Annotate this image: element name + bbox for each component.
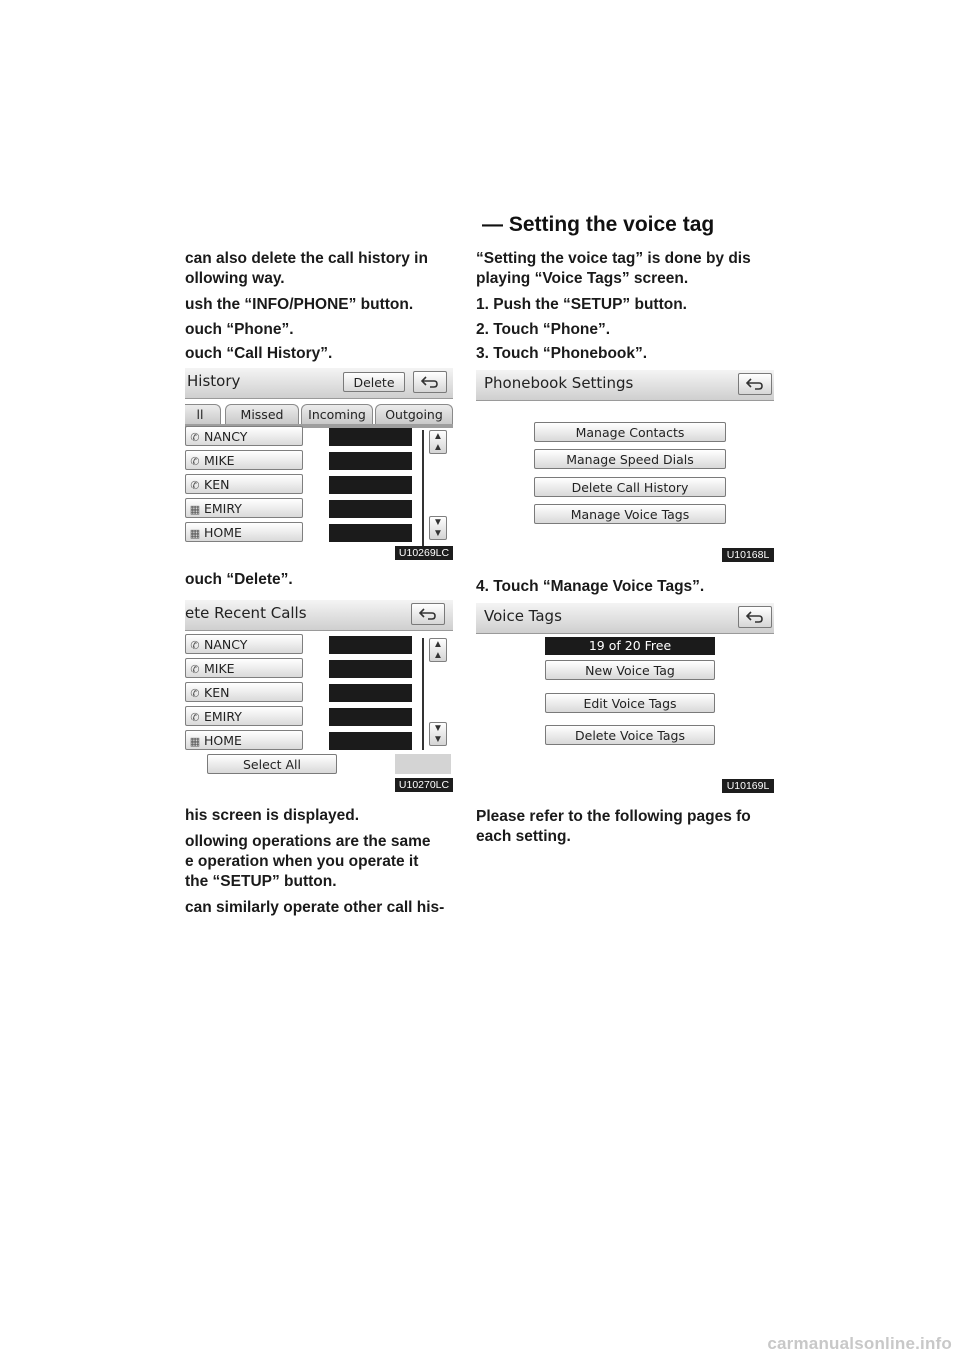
screen-title: Voice Tags — [484, 607, 562, 625]
scroll-track[interactable] — [422, 430, 424, 548]
voice-tags-screen — [476, 603, 774, 795]
tab-all[interactable]: ll — [185, 404, 221, 424]
new-voice-tag-button[interactable]: New Voice Tag — [545, 660, 715, 680]
call-entry-name: HOME — [204, 525, 242, 540]
delete-voice-tags-button[interactable]: Delete Voice Tags — [545, 725, 715, 745]
phone-icon: ✆ — [190, 431, 200, 444]
right-line: each setting. — [476, 828, 571, 845]
title-bar — [476, 603, 774, 634]
back-button[interactable] — [411, 603, 445, 625]
left-line: can similarly operate other call his- — [185, 899, 445, 916]
left-line: ouch “Call History”. — [185, 345, 333, 362]
phone-icon: ✆ — [190, 663, 200, 676]
right-line: Please refer to the following pages fo — [476, 808, 751, 825]
figure-code: U10169L — [722, 779, 774, 793]
call-entry[interactable] — [185, 450, 303, 470]
call-time-field — [329, 524, 412, 542]
call-entry-name: HOME — [204, 733, 242, 748]
screen-title: Phonebook Settings — [484, 374, 634, 392]
left-line: his screen is displayed. — [185, 807, 360, 824]
manage-speed-dials-button[interactable]: Manage Speed Dials — [534, 449, 726, 469]
history-screen — [185, 368, 453, 564]
call-time-field — [329, 500, 412, 518]
return-arrow-icon — [419, 608, 437, 620]
left-column — [185, 248, 461, 928]
left-line: ouch “Delete”. — [185, 571, 293, 588]
figure-code: U10270LC — [395, 778, 453, 792]
right-line: playing “Voice Tags” screen. — [476, 270, 689, 287]
left-line: ollowing operations are the same — [185, 833, 431, 850]
phone-icon: ✆ — [190, 455, 200, 468]
phonebook-settings-screen — [476, 370, 774, 566]
free-tags-counter: 19 of 20 Free — [545, 637, 715, 655]
scroll-track[interactable] — [422, 638, 424, 750]
building-icon: ▦ — [189, 503, 201, 516]
building-icon: ▦ — [189, 527, 201, 540]
call-entry-name: MIKE — [204, 661, 235, 676]
return-arrow-icon — [746, 378, 764, 390]
return-arrow-icon — [746, 611, 764, 623]
call-time-field — [329, 684, 412, 702]
figure-code: U10168L — [722, 548, 774, 562]
right-line: 2. Touch “Phone”. — [476, 321, 611, 338]
phone-icon: ✆ — [190, 711, 200, 724]
call-entry-name: KEN — [204, 477, 230, 492]
scroll-up-button[interactable]: ▲ ▲ — [429, 430, 447, 454]
phone-icon: ✆ — [190, 687, 200, 700]
scroll-down-button[interactable]: ▼ ▼ — [429, 516, 447, 540]
call-entry-name: EMIRY — [204, 709, 242, 724]
call-entry-name: NANCY — [204, 637, 248, 652]
tab-missed[interactable]: Missed — [225, 404, 299, 424]
call-time-field — [329, 732, 412, 750]
left-line: ush the “INFO/PHONE” button. — [185, 296, 414, 313]
title-bar — [476, 370, 774, 401]
call-time-field — [329, 708, 412, 726]
left-line: ouch “Phone”. — [185, 321, 294, 338]
return-arrow-icon — [421, 376, 439, 388]
delete-call-history-button[interactable]: Delete Call History — [534, 477, 726, 497]
right-line: 4. Touch “Manage Voice Tags”. — [476, 578, 705, 595]
call-time-field — [329, 428, 412, 446]
edit-voice-tags-button[interactable]: Edit Voice Tags — [545, 693, 715, 713]
tab-outgoing[interactable]: Outgoing — [375, 404, 453, 424]
scroll-down-button[interactable]: ▼ ▼ — [429, 722, 447, 746]
select-all-button[interactable]: Select All — [207, 754, 337, 774]
left-line: the “SETUP” button. — [185, 873, 337, 890]
call-entry[interactable] — [185, 498, 303, 518]
call-entry[interactable] — [185, 426, 303, 446]
right-line: 3. Touch “Phonebook”. — [476, 345, 648, 362]
call-time-field — [329, 636, 412, 654]
call-time-field — [329, 660, 412, 678]
manage-voice-tags-button[interactable]: Manage Voice Tags — [534, 504, 726, 524]
right-line: “Setting the voice tag” is done by dis — [476, 250, 751, 267]
call-entry[interactable] — [185, 706, 303, 726]
back-button[interactable] — [738, 373, 772, 395]
delete-recent-calls-screen — [185, 600, 453, 794]
left-line: ollowing way. — [185, 270, 285, 287]
call-entry-name: KEN — [204, 685, 230, 700]
call-entry[interactable] — [185, 658, 303, 678]
watermark: carmanualsonline.info — [767, 1334, 952, 1353]
title-bar — [185, 368, 453, 399]
call-entry-name: MIKE — [204, 453, 235, 468]
phone-icon: ✆ — [190, 639, 200, 652]
call-entry[interactable] — [185, 682, 303, 702]
phone-icon: ✆ — [190, 479, 200, 492]
call-time-field — [329, 452, 412, 470]
call-entry[interactable] — [185, 474, 303, 494]
title-bar — [185, 600, 453, 631]
tab-incoming[interactable]: Incoming — [301, 404, 373, 424]
right-line: 1. Push the “SETUP” button. — [476, 296, 687, 313]
left-line: e operation when you operate it — [185, 853, 419, 870]
screen-title: ete Recent Calls — [185, 604, 307, 622]
screen-title: History — [187, 372, 241, 390]
back-button[interactable] — [738, 606, 772, 628]
left-line: can also delete the call history in — [185, 250, 428, 267]
figure-code: U10269LC — [395, 546, 453, 560]
call-entry-name: NANCY — [204, 429, 248, 444]
building-icon: ▦ — [189, 735, 201, 748]
call-entry[interactable] — [185, 730, 303, 750]
delete-button[interactable]: Delete — [343, 372, 405, 392]
call-time-field — [329, 476, 412, 494]
call-entry[interactable] — [185, 522, 303, 542]
call-entry-name: EMIRY — [204, 501, 242, 516]
scroll-up-button[interactable]: ▲ ▲ — [429, 638, 447, 662]
section-title: — Setting the voice tag — [482, 213, 715, 236]
blank-button-area — [395, 754, 451, 774]
call-entry[interactable] — [185, 634, 303, 654]
back-button[interactable] — [413, 371, 447, 393]
manage-contacts-button[interactable]: Manage Contacts — [534, 422, 726, 442]
